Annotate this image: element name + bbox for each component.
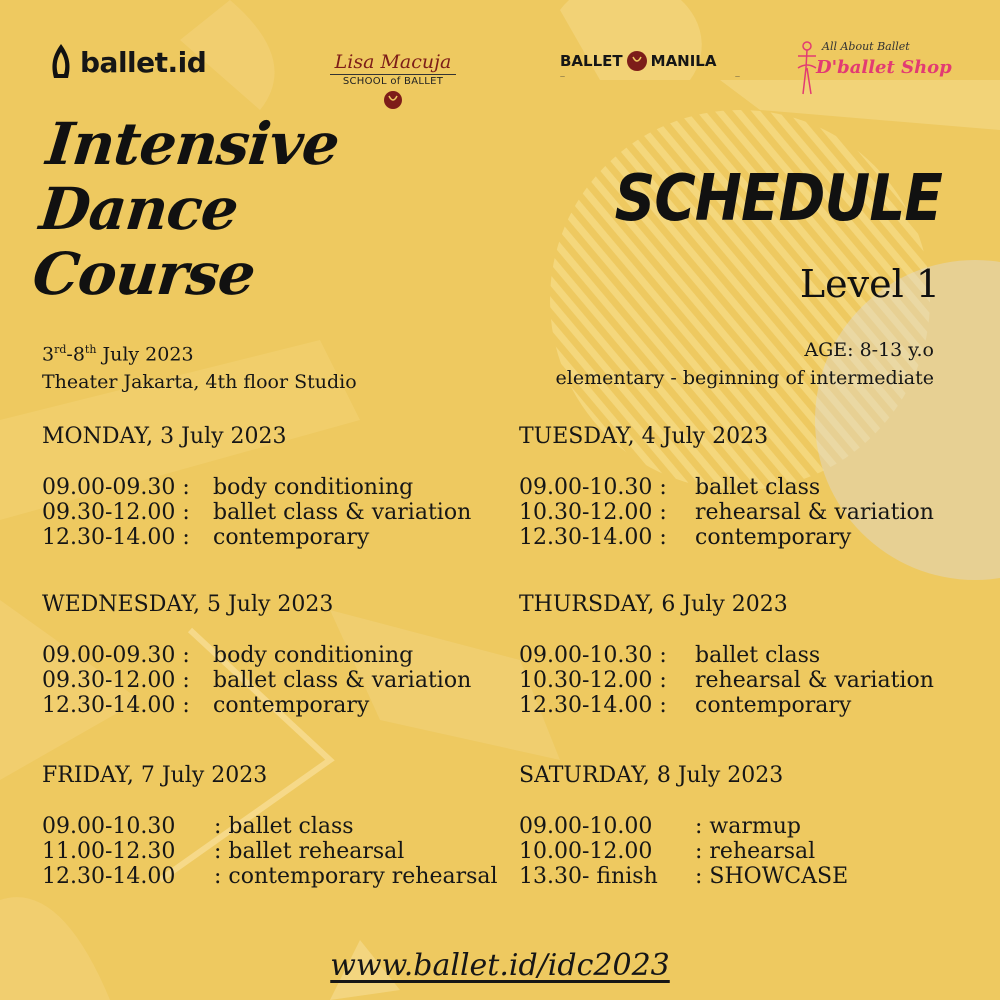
ballet-id-logo-text: ballet.id bbox=[80, 45, 207, 79]
schedule-row: 11.00-12.30 : ballet rehearsal bbox=[42, 839, 405, 864]
ballerina-icon bbox=[794, 40, 820, 98]
event-dates: 3rd-8th July 2023 bbox=[42, 343, 194, 366]
manila-logo-fineprint: — — bbox=[560, 74, 740, 80]
day-title: FRIDAY, 7 July 2023 bbox=[42, 763, 268, 788]
title-line-1: Intensive bbox=[43, 110, 342, 178]
dballet-shop-logo bbox=[794, 40, 964, 78]
lisa-macuja-sub: SCHOOL of BALLET bbox=[330, 74, 456, 87]
schedule-row: 09.00-10.00 : warmup bbox=[519, 814, 801, 839]
lisa-macuja-name: Lisa Macuja bbox=[334, 51, 452, 73]
website-link[interactable]: www.ballet.id/idc2023 bbox=[330, 948, 670, 983]
day-thursday bbox=[519, 592, 934, 718]
day-title: MONDAY, 3 July 2023 bbox=[42, 424, 287, 449]
day-title: SATURDAY, 8 July 2023 bbox=[519, 763, 784, 788]
emblem-icon bbox=[626, 50, 648, 72]
day-title: THURSDAY, 6 July 2023 bbox=[519, 592, 788, 617]
title-line-2: Dance bbox=[36, 175, 241, 243]
manila-logo-left: BALLET bbox=[560, 52, 623, 70]
level-description: elementary - beginning of intermediate bbox=[555, 367, 934, 389]
event-info bbox=[42, 336, 357, 396]
course-title bbox=[30, 112, 342, 307]
emblem-icon bbox=[383, 90, 403, 110]
schedule-row: 12.30-14.00 : contemporary bbox=[42, 693, 370, 718]
day-title: WEDNESDAY, 5 July 2023 bbox=[42, 592, 334, 617]
day-wednesday bbox=[42, 592, 471, 718]
ballet-shoe-icon bbox=[48, 42, 74, 82]
day-title: TUESDAY, 4 July 2023 bbox=[519, 424, 769, 449]
schedule-row: 09.00-09.30 : body conditioning bbox=[42, 475, 414, 500]
manila-logo-right: MANILA bbox=[650, 52, 717, 70]
schedule-row: 09.30-12.00 : ballet class & variation bbox=[42, 668, 472, 693]
schedule-row: 09.00-10.30 : ballet class bbox=[519, 643, 821, 668]
schedule-row: 12.30-14.00 : contemporary bbox=[519, 693, 852, 718]
dballet-tagline: All About Ballet bbox=[822, 40, 910, 53]
schedule-row: 09.00-10.30 : ballet class bbox=[519, 475, 821, 500]
schedule-row: 10.30-12.00 : rehearsal & variation bbox=[519, 668, 934, 693]
schedule-row: 10.30-12.00 : rehearsal & variation bbox=[519, 500, 934, 525]
schedule-row: 09.00-09.30 : body conditioning bbox=[42, 643, 414, 668]
schedule-row: 10.00-12.00 : rehearsal bbox=[519, 839, 816, 864]
level-heading: Level 1 bbox=[799, 262, 940, 306]
schedule-row: 13.30- finish : SHOWCASE bbox=[519, 864, 849, 889]
schedule-heading: SCHEDULE bbox=[614, 162, 942, 236]
title-line-3: Course bbox=[29, 240, 258, 308]
dballet-shop-name: D'ballet Shop bbox=[816, 57, 952, 78]
age-range: AGE: 8-13 y.o bbox=[804, 339, 934, 361]
schedule-row: 12.30-14.00 : contemporary bbox=[519, 525, 852, 550]
schedule-row: 12.30-14.00 : contemporary bbox=[42, 525, 370, 550]
day-friday bbox=[42, 763, 498, 889]
day-tuesday bbox=[519, 424, 934, 550]
schedule-row: 09.30-12.00 : ballet class & variation bbox=[42, 500, 472, 525]
day-saturday bbox=[519, 763, 848, 889]
lisa-macuja-logo bbox=[318, 52, 468, 114]
schedule-row: 09.00-10.30 : ballet class bbox=[42, 814, 354, 839]
schedule-row: 12.30-14.00 : contemporary rehearsal bbox=[42, 864, 498, 889]
participant-info bbox=[556, 336, 934, 392]
ballet-id-logo bbox=[48, 42, 206, 82]
event-venue: Theater Jakarta, 4th floor Studio bbox=[42, 371, 357, 394]
day-monday bbox=[42, 424, 471, 550]
ballet-manila-logo bbox=[560, 50, 740, 80]
